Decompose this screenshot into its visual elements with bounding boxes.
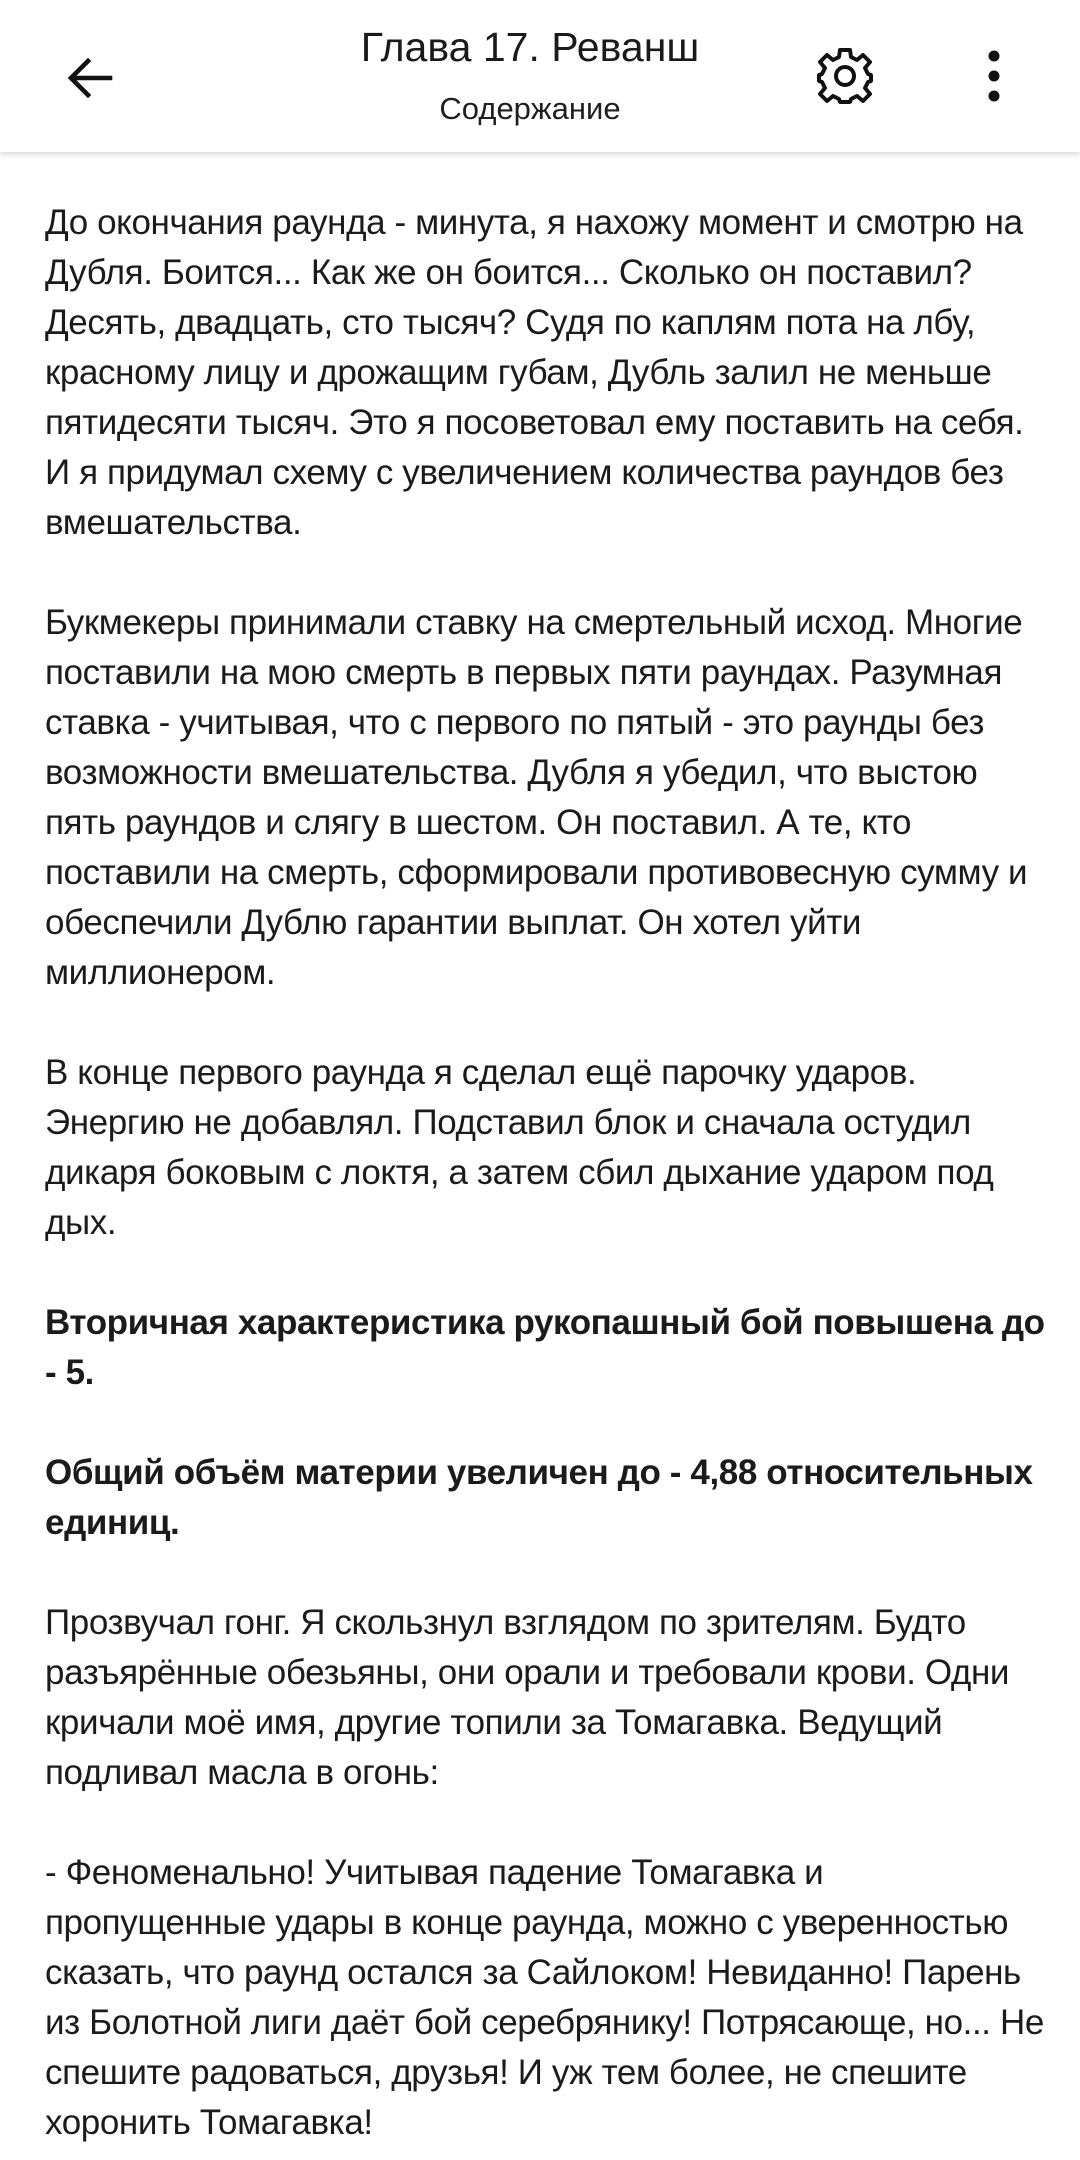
paragraph: Букмекеры принимали ставку на смертельный исход. Многие поставили на мою смерть в первых пяти раундах. Разумная ставка - учитывая, что с первого по пятый - это раунды без возможности вмешательства. Дубля я убедил, что выстою пять раундов и слягу в шестом. Он поставил. А те, кто поставили на смерть, сформировали противовесную сумму и обеспечили Дублю гарантии выплат. Он хотел уйти миллионером.: [45, 603, 1028, 992]
more-vertical-icon: [984, 49, 1004, 103]
paragraph: Прозвучал гонг. Я скользнул взглядом по зрителям. Будто разъярённые обезьяны, они орали и требовали крови. Одни кричали моё имя, другие топили за Томагавка. Ведущий подливал масла в огонь:: [45, 1603, 1010, 1792]
settings-button[interactable]: [800, 36, 890, 116]
system-message: Вторичная характеристика рукопашный бой повышена до - 5.: [45, 1303, 1045, 1392]
paragraph: В конце первого раунда я сделал ещё парочку ударов. Энергию не добавлял. Подставил блок и сначала остудил дикаря боковым с локтя, а затем сбил дыхание ударом под дых.: [45, 1053, 994, 1242]
chapter-title: Глава 17. Реванш: [360, 24, 700, 70]
reader-content[interactable]: [0, 152, 1080, 2160]
paragraph: - Феноменально! Учитывая падение Томагавка и пропущенные удары в конце раунда, можно с уверенностью сказать, что раунд остался за Сайлоком! Невиданно! Парень из Болотной лиги даёт бой серебрянику! Потрясающе, но... Не спешите радоваться, друзья! И уж тем более, не спешите хоронить Томагавка!: [45, 1853, 1044, 2142]
system-message: Общий объём материи увеличен до - 4,88 относительных единиц.: [45, 1453, 1033, 1542]
contents-link[interactable]: Содержание: [439, 91, 621, 126]
gear-icon: [814, 45, 876, 107]
header-titles: [250, 0, 810, 152]
top-app-bar: [0, 0, 1080, 152]
arrow-left-icon: [64, 52, 116, 104]
paragraph: До окончания раунда - минута, я нахожу момент и смотрю на Дубля. Боится... Как же он боится... Сколько он поставил? Десять, двадцать, сто тысяч? Судя по каплям пота на лбу, красному лицу и дрожащим губам, Дубль залил не меньше пятидесяти тысяч. Это я посоветовал ему поставить на себя. И я придумал схему с увеличением количества раундов без вмешательства.: [45, 203, 1024, 542]
chapter-text: [45, 198, 1045, 2160]
more-options-button[interactable]: [962, 36, 1026, 116]
back-button[interactable]: [42, 36, 138, 120]
